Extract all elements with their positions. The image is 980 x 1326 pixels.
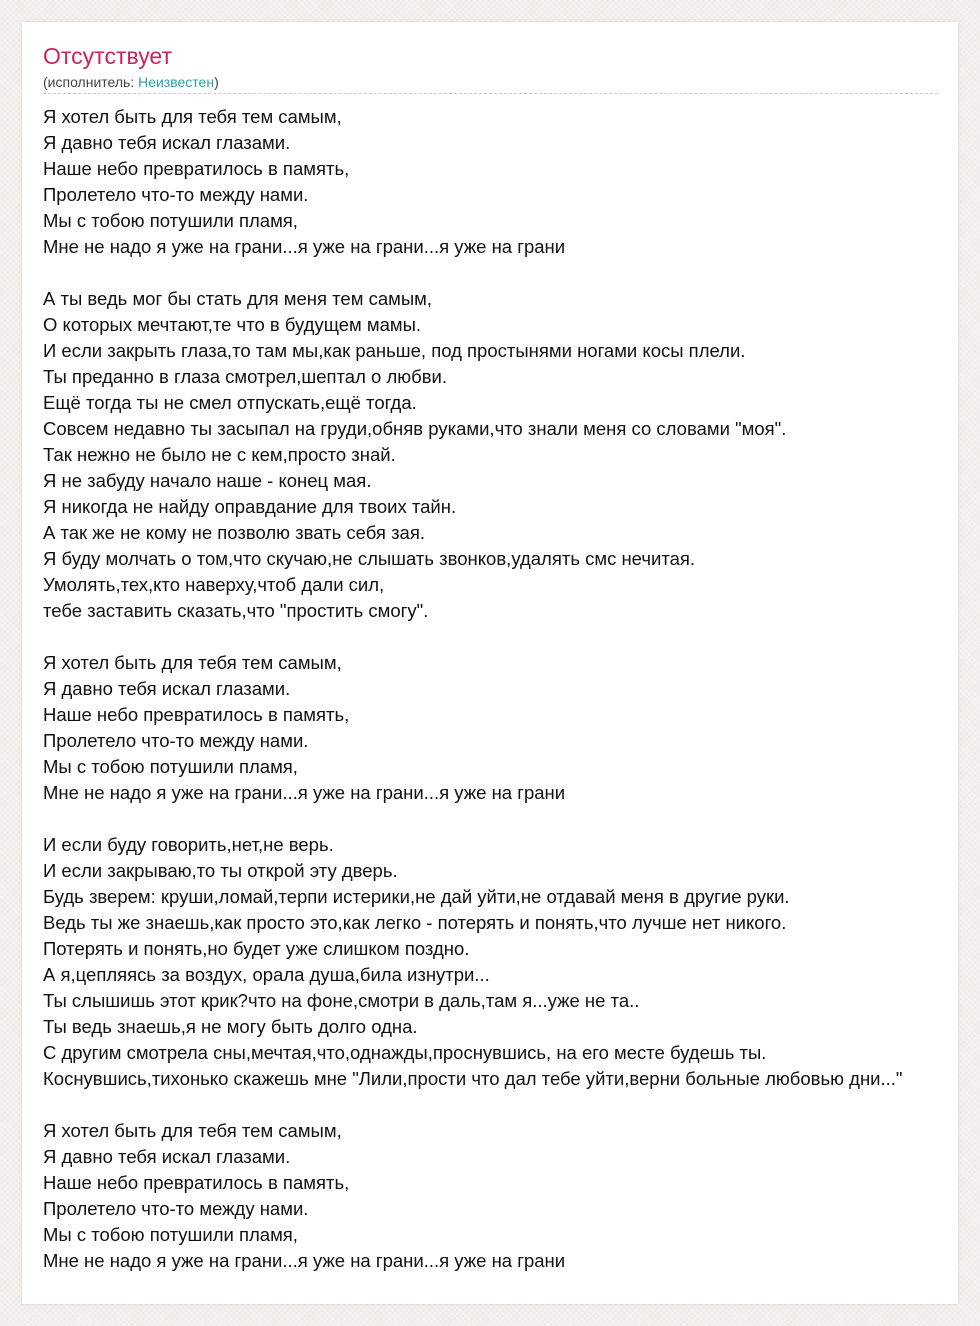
lyric-line: О которых мечтают,те что в будущем мамы. <box>43 314 422 335</box>
stanza-chorus-3 <box>43 1118 980 1274</box>
lyric-line: Я давно тебя искал глазами. <box>43 132 291 153</box>
lyric-line: Наше небо превратилось в память, <box>43 1172 350 1193</box>
lyric-line: Совсем недавно ты засыпал на груди,обняв руками,что знали меня со словами "моя". <box>43 418 787 439</box>
lyric-line: Пролетело что-то между нами. <box>43 1198 309 1219</box>
lyric-line: Мне не надо я уже на грани...я уже на грани...я уже на грани <box>43 782 566 803</box>
lyric-line: Наше небо превратилось в память, <box>43 158 350 179</box>
lyric-line: Я давно тебя искал глазами. <box>43 1146 291 1167</box>
lyric-line: Я давно тебя искал глазами. <box>43 678 291 699</box>
lyric-line: Пролетело что-то между нами. <box>43 730 309 751</box>
lyric-line: Умолять,тех,кто наверху,чтоб дали сил, <box>43 574 385 595</box>
lyric-line: Мы с тобою потушили пламя, <box>43 210 298 231</box>
lyric-line: А ты ведь мог бы стать для меня тем самым, <box>43 288 432 309</box>
artist-prefix: (исполнитель: <box>43 74 139 90</box>
lyric-line: Ты преданно в глаза смотрел,шептал о любви. <box>43 366 448 387</box>
artist-line <box>43 73 219 91</box>
lyric-line: С другим смотрела сны,мечтая,что,однажды,проснувшись, на его месте будешь ты. <box>43 1042 767 1063</box>
lyric-line: Ещё тогда ты не смел отпускать,ещё тогда. <box>43 392 417 413</box>
lyrics-card <box>22 22 958 1304</box>
stanza-verse-1 <box>43 286 980 624</box>
lyric-line: Наше небо превратилось в память, <box>43 704 350 725</box>
lyric-line: И если закрыть глаза,то там мы,как раньше, под простынями ногами косы плели. <box>43 340 746 361</box>
lyric-line: Ты слышишь этот крик?что на фоне,смотри в даль,там я...уже не та.. <box>43 990 640 1011</box>
lyric-line: Мы с тобою потушили пламя, <box>43 756 298 777</box>
artist-link[interactable]: Неизвестен <box>138 74 215 90</box>
artist-suffix: ) <box>214 74 219 90</box>
lyric-line: Ты ведь знаешь,я не могу быть долго одна. <box>43 1016 418 1037</box>
lyric-line: Я хотел быть для тебя тем самым, <box>43 652 342 673</box>
lyric-line: Коснувшись,тихонько скажешь мне "Лили,прости что дал тебе уйти,верни больные любовью дни..." <box>43 1068 903 1089</box>
lyric-line: тебе заставить сказать,что "простить смогу". <box>43 600 429 621</box>
lyric-line: А так же не кому не позволю звать себя зая. <box>43 522 426 543</box>
lyric-line: Я не забуду начало наше - конец мая. <box>43 470 372 491</box>
lyric-line: Я хотел быть для тебя тем самым, <box>43 1120 342 1141</box>
lyrics-text <box>43 104 980 1300</box>
stanza-chorus-1 <box>43 104 980 260</box>
lyric-line: Потерять и понять,но будет уже слишком поздно. <box>43 938 470 959</box>
lyric-line: Я буду молчать о том,что скучаю,не слышать звонков,удалять смс нечитая. <box>43 548 696 569</box>
song-title: Отсутствует <box>43 43 172 69</box>
stanza-verse-2 <box>43 832 980 1092</box>
lyric-line: Будь зверем: круши,ломай,терпи истерики,не дай уйти,не отдавай меня в другие руки. <box>43 886 790 907</box>
lyric-line: А я,цепляясь за воздух, орала душа,била изнутри... <box>43 964 490 985</box>
lyric-line: Так нежно не было не с кем,просто знай. <box>43 444 396 465</box>
lyric-line: Мне не надо я уже на грани...я уже на грани...я уже на грани <box>43 236 566 257</box>
lyric-line: И если закрываю,то ты открой эту дверь. <box>43 860 398 881</box>
lyric-line: Ведь ты же знаешь,как просто это,как легко - потерять и понять,что лучше нет никого. <box>43 912 787 933</box>
stanza-chorus-2 <box>43 650 980 806</box>
lyric-line: Мне не надо я уже на грани...я уже на грани...я уже на грани <box>43 1250 566 1271</box>
lyric-line: Мы с тобою потушили пламя, <box>43 1224 298 1245</box>
lyric-line: Я хотел быть для тебя тем самым, <box>43 106 342 127</box>
dashed-divider <box>43 93 938 94</box>
lyric-line: И если буду говорить,нет,не верь. <box>43 834 334 855</box>
lyric-line: Я никогда не найду оправдание для твоих тайн. <box>43 496 457 517</box>
lyric-line: Пролетело что-то между нами. <box>43 184 309 205</box>
